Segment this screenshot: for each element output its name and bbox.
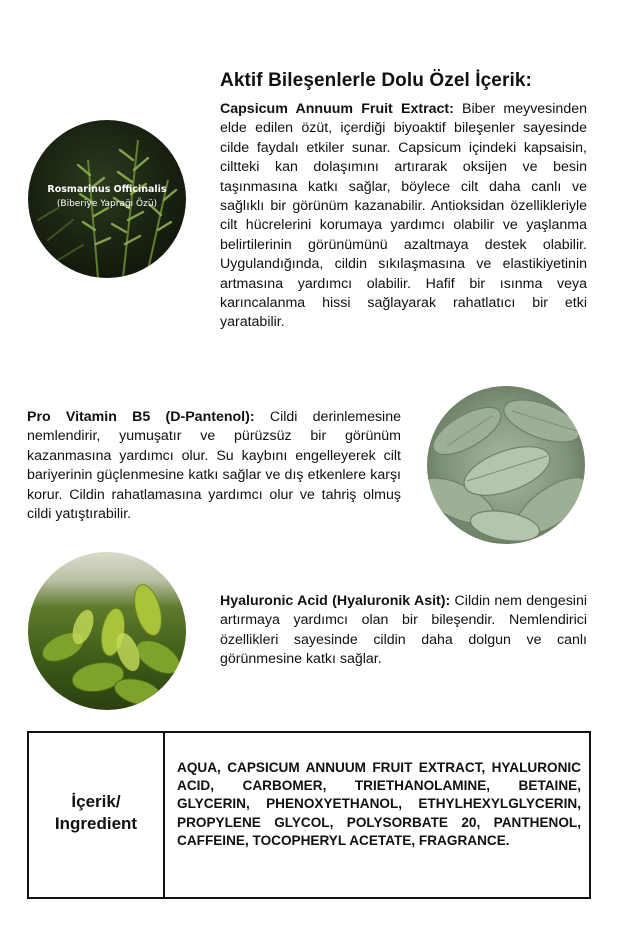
rosemary-image <box>28 120 186 278</box>
ingredient-label <box>29 791 163 835</box>
capsicum-description: Biber meyvesinden elde edilen özüt, içerdiği biyoaktif bileşenler sayesinde cilde faydalı etkiler sunar. Capsicum içindeki kapsaisin, ciltteki kan dolaşımını artırarak oksijen ve besin taşınmasına katkı sağlar, böylece cilt daha canlı ve sağlıklı bir görünüm kazanabilir. Antioksidan özellikleriyle cilt hücrelerini korumaya yardımcı olabilir ve yaşlanma belirtilerinin görünümünü azaltmaya destek olabilir. Uygulandığında, cildin sıkılaşmasına ve elastikiyetinin artmasına yardımcı olabilir. Hafif bir ısınma veya karıncalanma hissi sağlayarak rahatlatıcı bir etki yaratabilir. <box>220 101 587 331</box>
hyaluronic-name: Hyaluronic Acid (Hyaluronik Asit): <box>220 593 451 609</box>
panthenol-description: Cildi derinlemesine nemlendirir, yumuşatır ve pürüzsüz bir görünüm kazanmasına yardımcı olur. Su kaybını engelleyerek cilt bariyerinin güçlenmesine katkı sağlar ve dış etkenlere karşı korur. Cildin rahatlamasına yardımcı olur ve tahriş olmuş cildi yatıştırabilir. <box>27 409 401 523</box>
sage-image <box>427 386 585 544</box>
section-heading: Aktif Bileşenlerle Dolu Özel İçerik: <box>220 70 532 91</box>
green-tea-leaves-photo-icon <box>28 552 186 710</box>
rosemary-title: Rosmarinus Officinalis <box>47 184 167 195</box>
ingredient-divider <box>163 733 165 897</box>
ingredient-label-line2: Ingredient <box>54 814 138 833</box>
ingredient-label-line1: İçerik/ <box>71 792 121 811</box>
capsicum-paragraph <box>220 100 587 333</box>
panthenol-name: Pro Vitamin B5 (D-Pantenol): <box>27 409 255 425</box>
green-leaves-image <box>28 552 186 710</box>
sage-leaves-photo-icon <box>427 386 585 544</box>
ingredient-table <box>27 731 591 899</box>
rosemary-subtitle: (Biberiye Yaprağı Özü) <box>56 199 158 209</box>
panthenol-paragraph <box>27 408 401 524</box>
hyaluronic-paragraph <box>220 592 587 670</box>
capsicum-name: Capsicum Annuum Fruit Extract: <box>220 101 454 117</box>
ingredient-list: AQUA, CAPSICUM ANNUUM FRUIT EXTRACT, HYALURONIC ACID, CARBOMER, TRIETHANOLAMINE, BETAINE, GLYCERIN, PHENOXYETHANOL, ETHYLHEXYLGLYCERIN, PROPYLENE GLYCOL, POLYSORBATE 20, PANTHENOL, CAFFEINE, TOCOPHERYL ACETATE, FRAGRANCE. <box>177 760 581 848</box>
hyaluronic-description: Cildin nem dengesini artırmaya yardımcı olan bir bileşendir. Nemlendirici özellikleri sayesinde cildin daha dolgun ve canlı görünmesine katkı sağlar. <box>220 593 587 668</box>
